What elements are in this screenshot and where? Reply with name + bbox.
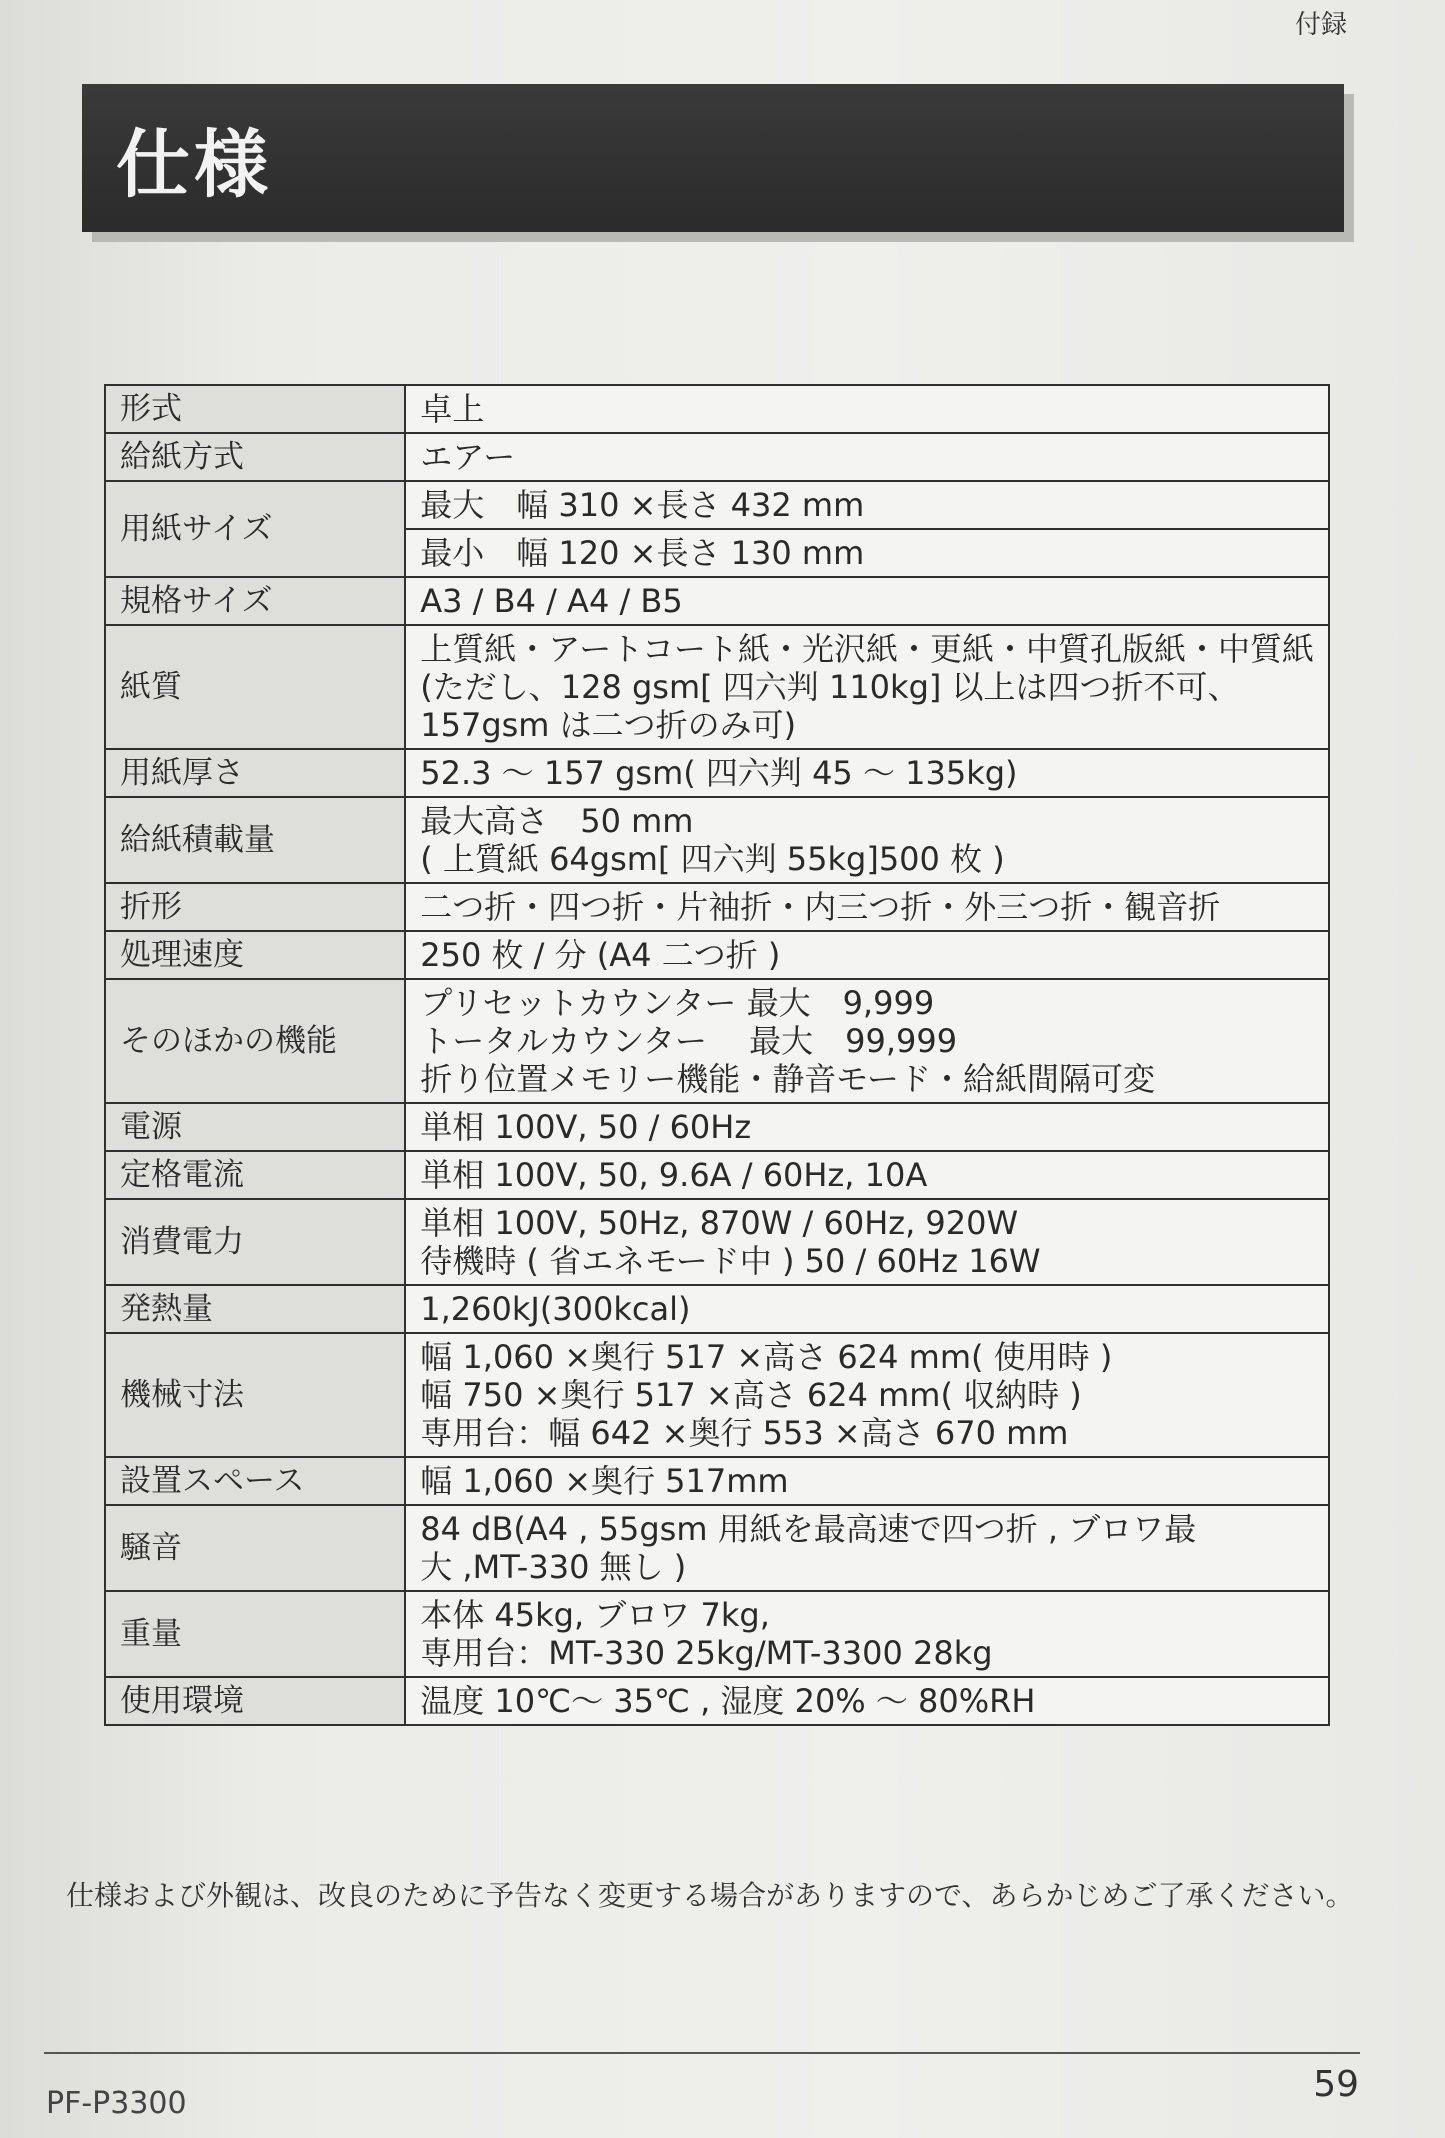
spec-value-line: 250 枚 / 分 (A4 二つ折 ) — [420, 936, 781, 974]
spec-value — [405, 883, 1329, 931]
spec-row — [105, 1103, 1329, 1151]
spec-label: 電源 — [105, 1103, 405, 1151]
spec-value — [405, 385, 1329, 433]
spec-value: 最大 幅 310 ×長さ 432 mm — [405, 481, 1329, 529]
spec-label: 規格サイズ — [105, 577, 405, 625]
spec-value — [405, 1199, 1329, 1285]
spec-row — [105, 1505, 1329, 1591]
spec-label: 給紙方式 — [105, 433, 405, 481]
spec-label: 騒音 — [105, 1505, 405, 1591]
spec-table — [104, 384, 1330, 1726]
footer-divider — [44, 2052, 1360, 2054]
spec-value — [405, 1333, 1329, 1457]
spec-value — [405, 433, 1329, 481]
spec-label: 形式 — [105, 385, 405, 433]
spec-value-line: 単相 100V, 50 / 60Hz — [420, 1108, 752, 1146]
spec-row — [105, 931, 1329, 979]
spec-label: 発熱量 — [105, 1285, 405, 1333]
spec-row — [105, 1677, 1329, 1725]
spec-value — [405, 577, 1329, 625]
spec-label: 定格電流 — [105, 1151, 405, 1199]
spec-label: 用紙厚さ — [105, 749, 405, 797]
spec-value-line: 温度 10℃～ 35℃ , 湿度 20% ～ 80%RH — [420, 1682, 1036, 1720]
spec-value-line: 単相 100V, 50Hz, 870W / 60Hz, 920W — [420, 1204, 1019, 1242]
spec-label: 処理速度 — [105, 931, 405, 979]
spec-value — [405, 979, 1329, 1103]
spec-value-line: 卓上 — [420, 390, 485, 428]
spec-row — [105, 1457, 1329, 1505]
model-name: PF-P3300 — [46, 2086, 187, 2121]
spec-value-line: 専用台：幅 642 ×奥行 553 ×高さ 670 mm — [420, 1414, 1069, 1452]
spec-value-line: 上質紙・アートコート紙・光沢紙・更紙・中質孔版紙・中質紙 — [420, 630, 1314, 668]
spec-row — [105, 1591, 1329, 1677]
spec-label: 折形 — [105, 883, 405, 931]
spec-value-line: 84 dB(A4 , 55gsm 用紙を最高速で四つ折 , ブロワ最 — [420, 1510, 1197, 1548]
spec-value-line: (ただし、128 gsm[ 四六判 110kg] 以上は四つ折不可、 — [420, 668, 1240, 706]
spec-row — [105, 1199, 1329, 1285]
spec-row — [105, 749, 1329, 797]
spec-label: そのほかの機能 — [105, 979, 405, 1103]
spec-value-line: 157gsm は二つ折のみ可) — [420, 706, 797, 744]
spec-value-line: A3 / B4 / A4 / B5 — [420, 582, 683, 620]
spec-value-line: 大 ,MT-330 無し ) — [420, 1548, 687, 1586]
spec-value-line: 専用台：MT-330 25kg/MT-3300 28kg — [420, 1634, 993, 1672]
spec-row — [105, 1333, 1329, 1457]
spec-value — [405, 1591, 1329, 1677]
spec-row — [105, 577, 1329, 625]
spec-value-line: 最大高さ 50 mm — [420, 802, 694, 840]
spec-value-line: 幅 1,060 ×奥行 517 ×高さ 624 mm( 使用時 ) — [420, 1338, 1113, 1376]
spec-value-line: 1,260kJ(300kcal) — [420, 1290, 691, 1328]
spec-row — [105, 385, 1329, 433]
spec-value — [405, 625, 1329, 749]
spec-value-line: エアー — [420, 438, 516, 476]
spec-value-line: 折り位置メモリー機能・静音モード・給紙間隔可変 — [420, 1060, 1155, 1098]
spec-value-line: ( 上質紙 64gsm[ 四六判 55kg]500 枚 ) — [420, 840, 1005, 878]
spec-row — [105, 1285, 1329, 1333]
spec-value-line: 幅 750 ×奥行 517 ×高さ 624 mm( 収納時 ) — [420, 1376, 1082, 1414]
spec-row — [105, 433, 1329, 481]
page-title: 仕様 — [116, 122, 272, 208]
spec-value-line: 二つ折・四つ折・片袖折・内三つ折・外三つ折・観音折 — [420, 888, 1221, 926]
title-bar — [82, 84, 1344, 232]
spec-row — [105, 481, 1329, 529]
spec-row — [105, 883, 1329, 931]
spec-label: 機械寸法 — [105, 1333, 405, 1457]
disclaimer-note: 仕様および外観は、改良のために予告なく変更する場合がありますので、あらかじめご了承ください。 — [66, 1879, 1354, 1912]
spec-label: 紙質 — [105, 625, 405, 749]
spec-label: 使用環境 — [105, 1677, 405, 1725]
spec-value — [405, 1677, 1329, 1725]
spec-label: 給紙積載量 — [105, 797, 405, 883]
spec-row — [105, 979, 1329, 1103]
spec-value-line: 本体 45kg, ブロワ 7kg, — [420, 1596, 770, 1634]
spec-label: 重量 — [105, 1591, 405, 1677]
spec-value-line: 幅 1,060 ×奥行 517mm — [420, 1462, 789, 1500]
section-label: 付録 — [1294, 10, 1347, 40]
spec-value-line: プリセットカウンター 最大 9,999 — [420, 984, 935, 1022]
spec-value-line: 単相 100V, 50, 9.6A / 60Hz, 10A — [420, 1156, 928, 1194]
spec-value — [405, 1285, 1329, 1333]
spec-value-line: トータルカウンター 最大 99,999 — [420, 1022, 958, 1060]
spec-value: 最小 幅 120 ×長さ 130 mm — [405, 529, 1329, 577]
spec-value — [405, 931, 1329, 979]
spec-value — [405, 1505, 1329, 1591]
spec-table-body — [105, 385, 1329, 1725]
spec-label: 設置スペース — [105, 1457, 405, 1505]
spec-value — [405, 749, 1329, 797]
spec-label: 用紙サイズ — [105, 481, 405, 577]
spec-value — [405, 1103, 1329, 1151]
spec-value — [405, 1151, 1329, 1199]
spec-value — [405, 797, 1329, 883]
spec-value-line: 52.3 ～ 157 gsm( 四六判 45 ～ 135kg) — [420, 754, 1018, 792]
spec-row — [105, 797, 1329, 883]
page-number: 59 — [1313, 2064, 1359, 2105]
spec-value — [405, 1457, 1329, 1505]
spec-value-line: 待機時 ( 省エネモード中 ) 50 / 60Hz 16W — [420, 1242, 1041, 1280]
spec-row — [105, 1151, 1329, 1199]
spec-label: 消費電力 — [105, 1199, 405, 1285]
spec-row — [105, 625, 1329, 749]
